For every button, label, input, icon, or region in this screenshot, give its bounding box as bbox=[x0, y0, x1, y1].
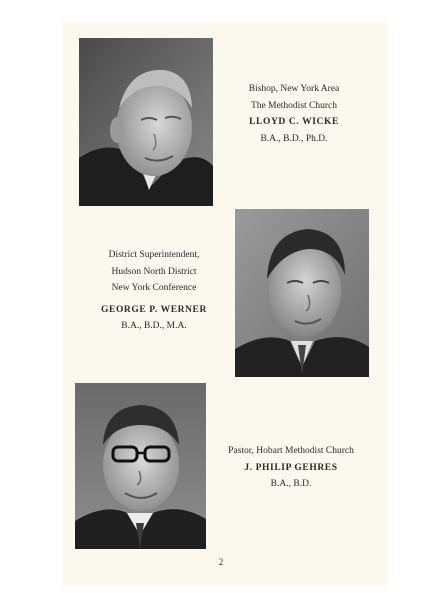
page-number: 2 bbox=[218, 557, 224, 567]
caption-name: LLOYD C. WICKE bbox=[249, 117, 339, 127]
caption-superintendent bbox=[76, 247, 232, 335]
portrait-photo-pastor bbox=[75, 383, 206, 549]
caption-bishop bbox=[214, 81, 374, 147]
caption-title-line: District Superintendent, bbox=[108, 250, 200, 260]
caption-title-line: Pastor, Hobart Methodist Church bbox=[228, 446, 354, 456]
caption-title-line: Hudson North District bbox=[111, 266, 197, 277]
portrait-pastor-image bbox=[75, 383, 206, 549]
portrait-photo-bishop bbox=[79, 38, 213, 206]
caption-degrees: B.A., B.D., M.A. bbox=[121, 321, 187, 331]
caption-degrees: B.A., B.D. bbox=[270, 479, 312, 489]
portrait-bishop-image bbox=[79, 38, 213, 206]
caption-title-line: Bishop, New York Area bbox=[248, 84, 340, 94]
caption-name: J. PHILIP GEHRES bbox=[244, 462, 338, 473]
caption-title-line: The Methodist Church bbox=[250, 100, 337, 111]
portrait-photo-superintendent bbox=[235, 209, 369, 377]
caption-degrees: B.A., B.D., Ph.D. bbox=[260, 133, 328, 144]
caption-title-line: New York Conference bbox=[111, 283, 197, 293]
caption-name: GEORGE P. WERNER bbox=[101, 304, 207, 315]
caption-pastor bbox=[206, 443, 376, 493]
portrait-superintendent-image bbox=[235, 209, 369, 377]
